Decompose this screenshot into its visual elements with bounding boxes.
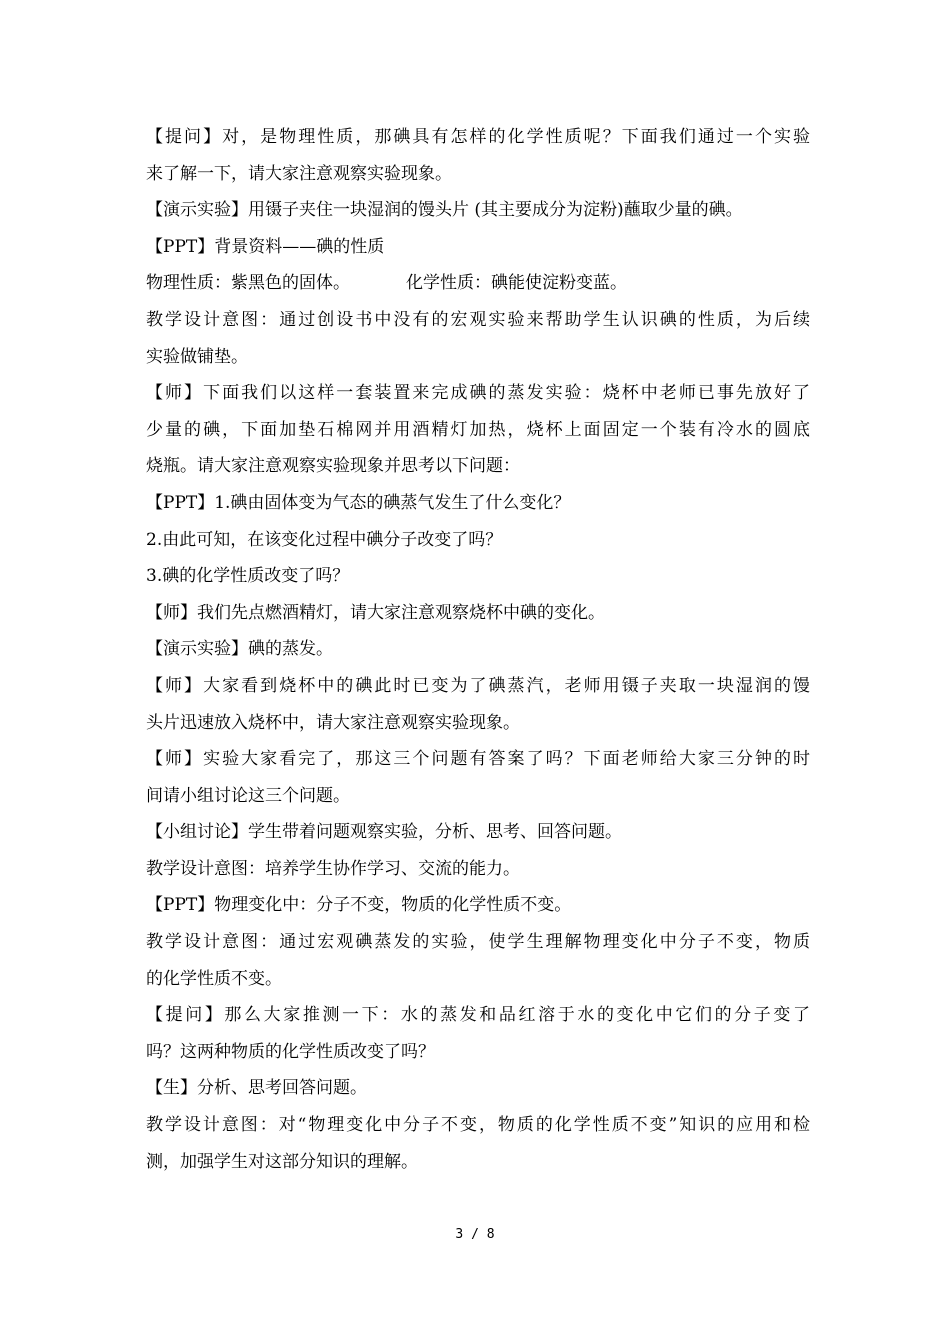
paragraph-line: 教学设计意图：通过宏观碘蒸发的实验，使学生理解物理变化中分子不变，物质 bbox=[146, 932, 810, 953]
paragraph-line: 教学设计意图：通过创设书中没有的宏观实验来帮助学生认识碘的性质，为后续 bbox=[146, 309, 810, 330]
paragraph-line: 【PPT】背景资料——碘的性质 bbox=[146, 236, 385, 257]
paragraph-line: 【师】实验大家看完了，那这三个问题有答案了吗？下面老师给大家三分钟的时 bbox=[146, 749, 810, 770]
paragraph-line: 【PPT】1.碘由固体变为气态的碘蒸气发生了什么变化？ bbox=[146, 492, 571, 513]
paragraph-line: 头片迅速放入烧杯中，请大家注意观察实验现象。 bbox=[146, 712, 520, 733]
paragraph-line: 间请小组讨论这三个问题。 bbox=[146, 785, 350, 806]
paragraph-line: 【师】下面我们以这样一套装置来完成碘的蒸发实验：烧杯中老师已事先放好了 bbox=[146, 383, 810, 404]
paragraph-line: 测，加强学生对这部分知识的理解。 bbox=[146, 1151, 418, 1172]
physical-property-text: 物理性质：紫黑色的固体。 bbox=[146, 273, 350, 294]
paragraph-line: 【演示实验】碘的蒸发。 bbox=[146, 639, 333, 660]
paragraph-line: 教学设计意图：对“物理变化中分子不变，物质的化学性质不变”知识的应用和检 bbox=[146, 1115, 810, 1136]
paragraph-line: 烧瓶。请大家注意观察实验现象并思考以下问题： bbox=[146, 456, 520, 477]
paragraph-line: 【师】大家看到烧杯中的碘此时已变为了碘蒸汽，老师用镊子夹取一块湿润的馒 bbox=[146, 675, 810, 696]
paragraph-line: 【生】分析、思考回答问题。 bbox=[146, 1078, 367, 1099]
paragraph-line: 吗？这两种物质的化学性质改变了吗？ bbox=[146, 1041, 435, 1062]
paragraph-line: 3.碘的化学性质改变了吗？ bbox=[146, 566, 350, 587]
paragraph-line: 【小组讨论】学生带着问题观察实验，分析、思考、回答问题。 bbox=[146, 822, 622, 843]
paragraph-line: 教学设计意图：培养学生协作学习、交流的能力。 bbox=[146, 858, 520, 879]
paragraph-line: 来了解一下，请大家注意观察实验现象。 bbox=[146, 163, 452, 184]
paragraph-line: 的化学性质不变。 bbox=[146, 968, 282, 989]
paragraph-line: 【提问】对，是物理性质，那碘具有怎样的化学性质呢？下面我们通过一个实验 bbox=[146, 127, 810, 147]
page-number: 3 / 8 bbox=[455, 1227, 495, 1242]
paragraph-line: 【提问】那么大家推测一下：水的蒸发和品红溶于水的变化中它们的分子变了 bbox=[146, 1005, 810, 1026]
chemical-property-text: 化学性质：碘能使淀粉变蓝。 bbox=[406, 273, 627, 294]
paragraph-line: 【PPT】物理变化中：分子不变，物质的化学性质不变。 bbox=[146, 895, 572, 916]
properties-line bbox=[146, 265, 810, 302]
paragraph-line: 2.由此可知，在该变化过程中碘分子改变了吗？ bbox=[146, 529, 503, 550]
paragraph-line: 实验做铺垫。 bbox=[146, 346, 248, 367]
paragraph-line: 【师】我们先点燃酒精灯，请大家注意观察烧杯中碘的变化。 bbox=[146, 602, 605, 623]
document-body bbox=[146, 119, 810, 1180]
paragraph-line: 【演示实验】用镊子夹住一块湿润的馒头片 (其主要成分为淀粉)蘸取少量的碘。 bbox=[146, 200, 743, 221]
paragraph-line: 少量的碘，下面加垫石棉网并用酒精灯加热，烧杯上面固定一个装有冷水的圆底 bbox=[146, 419, 810, 440]
